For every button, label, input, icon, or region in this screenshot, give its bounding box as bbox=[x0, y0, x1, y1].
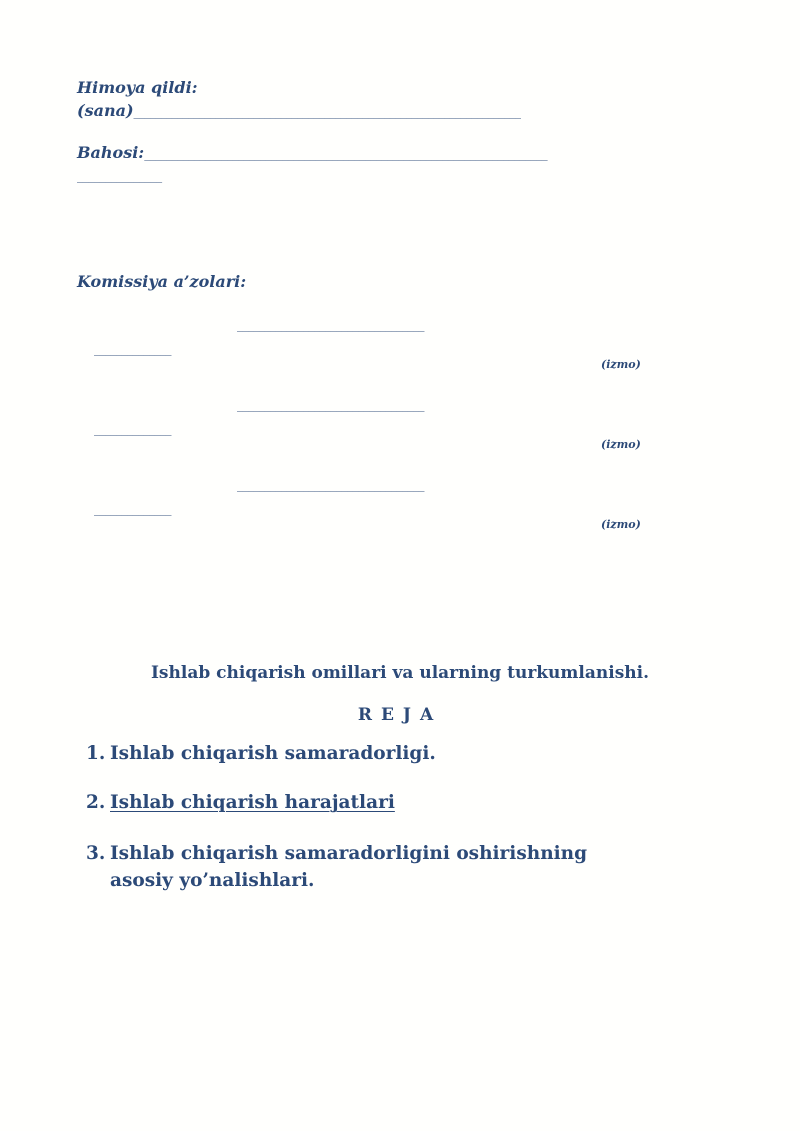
plan-item-link[interactable]: Ishlab chiqarish harajatlari bbox=[110, 792, 395, 813]
commission-member-short-line: ______________ bbox=[94, 342, 171, 356]
plan-item bbox=[0, 740, 800, 770]
plan-item bbox=[0, 840, 800, 900]
commission-member-short-line: ______________ bbox=[94, 502, 171, 516]
commission-member-name-line: __________________________________ bbox=[237, 478, 424, 492]
signature-label: (izmo) bbox=[601, 358, 641, 371]
grade-row bbox=[77, 143, 547, 162]
commission-member-name-line: __________________________________ bbox=[237, 398, 424, 412]
plan-heading: REJA bbox=[357, 705, 443, 725]
plan-item-number: 2. bbox=[86, 792, 106, 813]
defense-date-row bbox=[77, 101, 520, 120]
commission-member-name-line: __________________________________ bbox=[237, 318, 424, 332]
defense-label: Himoya qildi: bbox=[77, 78, 198, 97]
plan-item-number: 3. bbox=[86, 843, 106, 864]
defense-date-line: _______________________________________________________________________ bbox=[133, 105, 521, 119]
topic-title: Ishlab chiqarish omillari va ularning turkumlanishi. bbox=[150, 663, 650, 683]
commission-label: Komissiya a’zolari: bbox=[77, 272, 247, 291]
plan-item-text: Ishlab chiqarish samaradorligini oshirishning asosiy yo’nalishlari. bbox=[110, 843, 588, 891]
commission-member-short-line: ______________ bbox=[94, 422, 171, 436]
signature-label: (izmo) bbox=[601, 518, 641, 531]
grade-line: _________________________________________________________________________ bbox=[144, 147, 548, 161]
plan-item-text: Ishlab chiqarish samaradorligi. bbox=[110, 743, 436, 764]
plan-item bbox=[0, 789, 800, 819]
defense-date-label: (sana) bbox=[77, 101, 134, 120]
grade-line-continued: _______________ bbox=[77, 169, 162, 183]
grade-label: Bahosi: bbox=[77, 143, 145, 162]
signature-label: (izmo) bbox=[601, 438, 641, 451]
plan-item-number: 1. bbox=[86, 743, 106, 764]
